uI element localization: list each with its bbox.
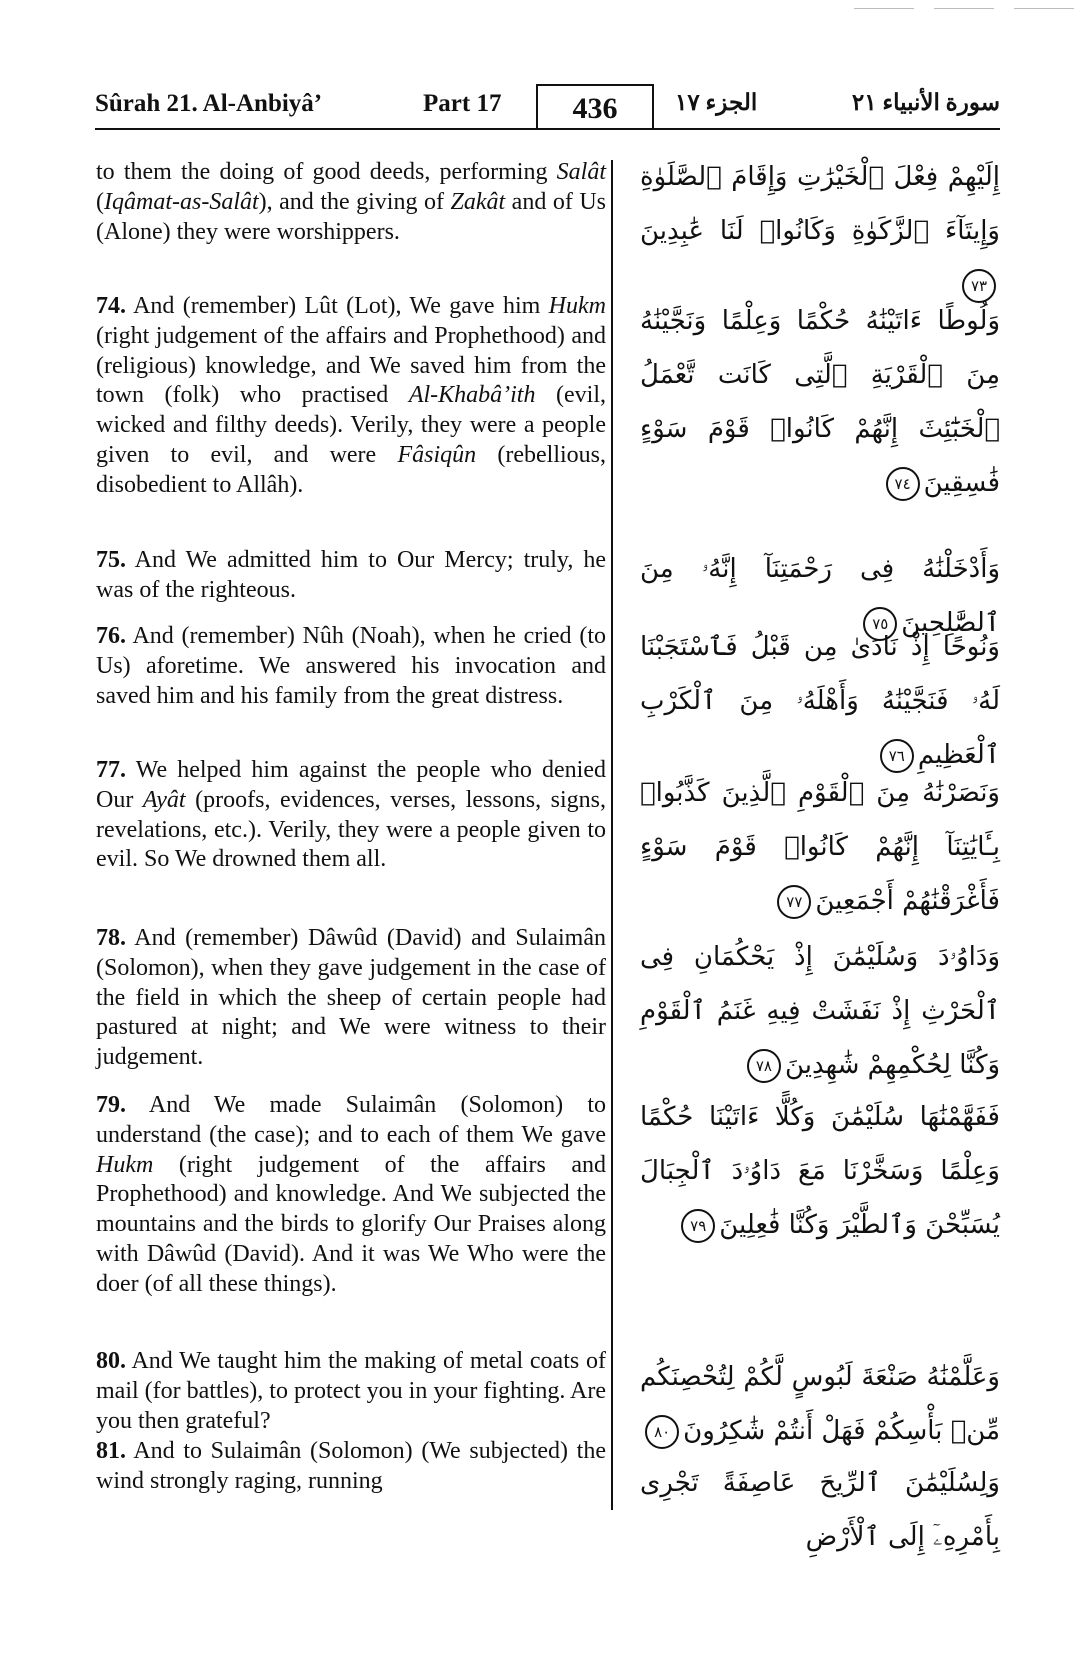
verse-number: 76. <box>96 623 126 649</box>
ayah-end-marker: ٧٧ <box>777 885 811 919</box>
verse-number: 81. <box>96 1438 126 1464</box>
verse-number: 80. <box>96 1348 126 1374</box>
ayah-end-marker: ٧٨ <box>747 1049 781 1083</box>
italic-term: Fâsiqûn <box>397 441 477 468</box>
verse-number: 77. <box>96 757 126 783</box>
arabic-verse-73 <box>640 150 1000 312</box>
italic-term: Zakât <box>450 188 506 215</box>
surah-title-ar: سورة الأنبياء ٢١ <box>851 90 1000 115</box>
arabic-text: وَعَلَّمْنَٰهُ صَنْعَةَ لَبُوسٍ لَّكُمْ لِتُحْصِنَكُم مِّنۢ بَأْسِكُمْ فَهَلْ أَنتُمْ شَٰكِرُونَ <box>640 1362 1000 1446</box>
juz-label-ar: الجزء ١٧ <box>675 90 758 115</box>
arabic-text: وَلُوطًا ءَاتَيْنَٰهُ حُكْمًا وَعِلْمًا وَنَجَّيْنَٰهُ مِنَ ٱلْقَرْيَةِ ٱلَّتِى كَانَت تَّعْمَلُ ٱلْخَبَٰٓئِثَ إِنَّهُمْ كَانُوا۟ قَوْمَ سَوْءٍ فَٰسِقِينَ <box>640 306 1000 498</box>
english-paragraph-79 <box>96 1091 606 1300</box>
arabic-verse-77 <box>640 766 1000 928</box>
italic-term: Hukm <box>548 293 606 319</box>
text-run: And to Sulaimân (Solomon) (We subjected) the wind strongly raging, running <box>96 1438 606 1494</box>
arabic-text: وَأَدْخَلْنَٰهُ فِى رَحْمَتِنَآ إِنَّهُۥ مِنَ ٱلصَّٰلِحِينَ <box>640 554 1000 638</box>
arabic-text: فَفَهَّمْنَٰهَا سُلَيْمَٰنَ وَكُلًّا ءَاتَيْنَا حُكْمًا وَعِلْمًا وَسَخَّرْنَا مَعَ دَاوُۥدَ ٱلْجِبَالَ يُسَبِّحْنَ وَٱلطَّيْرَ وَكُنَّا فَٰعِلِينَ <box>640 1102 1000 1240</box>
arabic-text: وَنَصَرْنَٰهُ مِنَ ٱلْقَوْمِ ٱلَّذِينَ كَذَّبُوا۟ بِـَٔايَٰتِنَآ إِنَّهُمْ كَانُوا۟ قَوْمَ سَوْءٍ فَأَغْرَقْنَٰهُمْ أَجْمَعِينَ <box>640 778 1000 916</box>
arabic-text: وَلِسُلَيْمَٰنَ ٱلرِّيحَ عَاصِفَةً تَجْرِى بِأَمْرِهِۦٓ إِلَى ٱلْأَرْضِ <box>640 1468 1000 1552</box>
scan-edge-marks <box>854 8 1074 12</box>
ayah-end-marker: ٧٦ <box>880 739 914 773</box>
text-run: And We admitted him to Our Mercy; truly, he was of the righteous. <box>96 547 606 603</box>
english-paragraph-74 <box>96 292 606 501</box>
verse-number: 78. <box>96 925 126 951</box>
english-paragraph-77 <box>96 756 606 875</box>
column-divider <box>611 160 613 1510</box>
page-number: 436 <box>536 84 654 128</box>
text-run: We helped him against the people who denied Our <box>96 757 606 813</box>
arabic-verse-81 <box>640 1456 1000 1564</box>
ayah-end-marker: ٧٩ <box>681 1209 715 1243</box>
text-run: (evil, wicked and filthy deeds). Verily, they were a people given to evil, and were <box>96 382 606 468</box>
text-run: (right judgement of the affairs and Prophethood) and knowledge. And We subjected the mountains and the birds to glorify Our Praises along with Dâwûd (David). And it was We Who were the doer (of all these things). <box>96 1151 606 1297</box>
part-label-en: Part 17 <box>423 90 502 117</box>
arabic-verse-79 <box>640 1090 1000 1252</box>
italic-term: Al-Khabâ’ith <box>408 382 536 409</box>
ayah-end-marker: ٧٣ <box>962 269 996 303</box>
text-run: And (remember) Dâwûd (David) and Sulaimân (Solomon), when they gave judgement in the case of the field in which the sheep of certain people had pastured at night; and We were witness to their judgement. <box>96 925 606 1071</box>
text-run: And (remember) Nûh (Noah), when he cried (to Us) aforetime. We answered his invocation and saved him and his family from the great distress. <box>96 623 606 709</box>
arabic-verse-78 <box>640 930 1000 1092</box>
ayah-end-marker: ٧٥ <box>863 607 897 641</box>
verse-number: 75. <box>96 547 126 573</box>
italic-term: Hukm <box>96 1151 154 1178</box>
english-paragraph-78 <box>96 924 606 1073</box>
english-paragraph-80 <box>96 1347 606 1436</box>
arabic-verse-76 <box>640 620 1000 782</box>
arabic-text: وَنُوحًا إِذْ نَادَىٰ مِن قَبْلُ فَٱسْتَجَبْنَا لَهُۥ فَنَجَّيْنَٰهُ وَأَهْلَهُۥ مِنَ ٱلْكَرْبِ ٱلْعَظِيمِ <box>640 632 1000 770</box>
english-paragraph-73-cont <box>96 158 606 247</box>
text-run: (proofs, evidences, verses, lessons, signs, revelations, etc.). Verily, they were a people given to evil. So We drowned them all. <box>96 786 606 873</box>
english-paragraph-75 <box>96 546 606 606</box>
text-run: ( <box>96 188 104 215</box>
page-header <box>95 80 1000 130</box>
ayah-end-marker: ٧٤ <box>886 467 920 501</box>
arabic-text: إِلَيْهِمْ فِعْلَ ٱلْخَيْرَٰتِ وَإِقَامَ ٱلصَّلَوٰةِ وَإِيتَآءَ ٱلزَّكَوٰةِ وَكَانُوا۟ لَنَا عَٰبِدِينَ <box>640 162 1000 246</box>
text-run: and of Us (Alone) they were worshippers. <box>96 188 606 245</box>
text-run: (right judgement of the affairs and Prophethood) and (religious) knowledge, and We saved him from the town (folk) who practised <box>96 322 606 409</box>
verse-number: 79. <box>96 1092 126 1118</box>
text-run: And We made Sulaimân (Solomon) to understand (the case); and to each of them We gave <box>96 1092 606 1148</box>
arabic-text: وَدَاوُۥدَ وَسُلَيْمَٰنَ إِذْ يَحْكُمَانِ فِى ٱلْحَرْثِ إِذْ نَفَشَتْ فِيهِ غَنَمُ ٱلْقَوْمِ وَكُنَّا لِحُكْمِهِمْ شَٰهِدِينَ <box>640 942 1000 1080</box>
italic-term: Ayât <box>142 786 186 813</box>
ayah-end-marker: ٨٠ <box>645 1415 679 1449</box>
text-run: (rebellious, disobedient to Allâh). <box>96 441 606 498</box>
italic-term: Salât <box>556 159 606 185</box>
verse-number: 74. <box>96 293 126 319</box>
text-run: And We taught him the making of metal coats of mail (for battles), to protect you in your fighting. Are you then grateful? <box>96 1348 606 1434</box>
arabic-verse-80 <box>640 1350 1000 1458</box>
surah-title-en: Sûrah 21. Al-Anbiyâ’ <box>95 90 323 117</box>
italic-term: Iqâmat-as-Salât <box>104 188 259 215</box>
header-rule <box>95 128 1000 130</box>
arabic-verse-74 <box>640 294 1000 510</box>
text-run: And (remember) Lût (Lot), We gave him <box>126 293 549 319</box>
english-paragraph-76 <box>96 622 606 711</box>
text-run: ), and the giving of <box>258 188 451 215</box>
english-paragraph-81 <box>96 1437 606 1497</box>
text-run: to them the doing of good deeds, performing <box>96 159 557 185</box>
